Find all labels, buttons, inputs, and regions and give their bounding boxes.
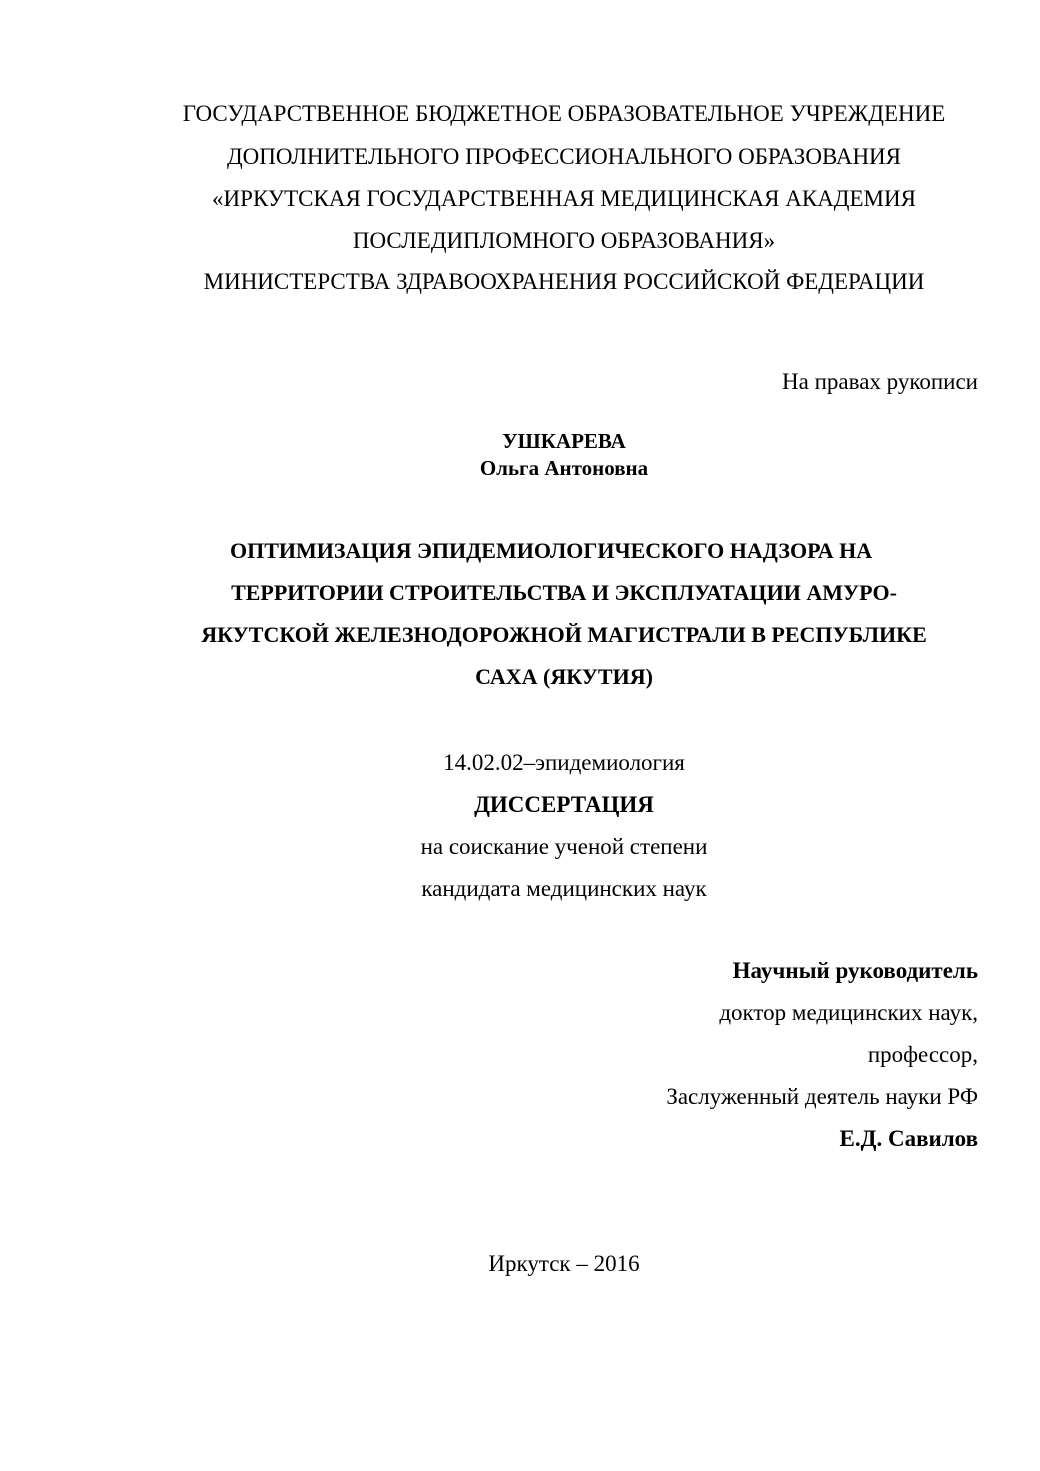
place-year: Иркутск – 2016 <box>488 1251 640 1276</box>
supervisor-honor: Заслуженный деятель науки РФ <box>666 1084 978 1109</box>
title-line-2: ТЕРРИТОРИИ СТРОИТЕЛЬСТВА И ЭКСПЛУАТАЦИИ АМУРО- <box>231 580 897 605</box>
supervisor-degree: доктор медицинских наук, <box>719 1000 978 1025</box>
institution-line-3: «ИРКУТСКАЯ ГОСУДАРСТВЕННАЯ МЕДИЦИНСКАЯ АКАДЕМИЯ <box>212 186 916 211</box>
institution-line-5: МИНИСТЕРСТВА ЗДРАВООХРАНЕНИЯ РОССИЙСКОЙ ФЕДЕРАЦИИ <box>203 269 925 294</box>
supervisor-heading: Научный руководитель <box>732 958 978 983</box>
institution-line-2: ДОПОЛНИТЕЛЬНОГО ПРОФЕССИОНАЛЬНОГО ОБРАЗОВАНИЯ <box>226 144 902 169</box>
title-line-4: САХА (ЯКУТИЯ) <box>475 664 653 689</box>
institution-line-1: ГОСУДАРСТВЕННОЕ БЮДЖЕТНОЕ ОБРАЗОВАТЕЛЬНОЕ УЧРЕЖДЕНИЕ <box>182 101 946 126</box>
degree-line-1: на соискание ученой степени <box>420 834 708 859</box>
degree-line-2: кандидата медицинских наук <box>421 876 707 901</box>
author-surname: УШКАРЕВА <box>502 429 626 453</box>
title-line-3: ЯКУТСКОЙ ЖЕЛЕЗНОДОРОЖНОЙ МАГИСТРАЛИ В РЕСПУБЛИКЕ <box>201 622 927 647</box>
institution-line-4: ПОСЛЕДИПЛОМНОГО ОБРАЗОВАНИЯ» <box>352 228 776 253</box>
supervisor-name: Е.Д. Савилов <box>839 1126 978 1151</box>
manuscript-note: На правах рукописи <box>782 369 978 394</box>
supervisor-rank: профессор, <box>867 1042 978 1067</box>
title-line-1: ОПТИМИЗАЦИЯ ЭПИДЕМИОЛОГИЧЕСКОГО НАДЗОРА НА <box>230 538 873 563</box>
specialty: 14.02.02–эпидемиология <box>443 750 685 775</box>
document-type: ДИССЕРТАЦИЯ <box>474 792 654 817</box>
author-given-names: Ольга Антоновна <box>479 456 649 480</box>
